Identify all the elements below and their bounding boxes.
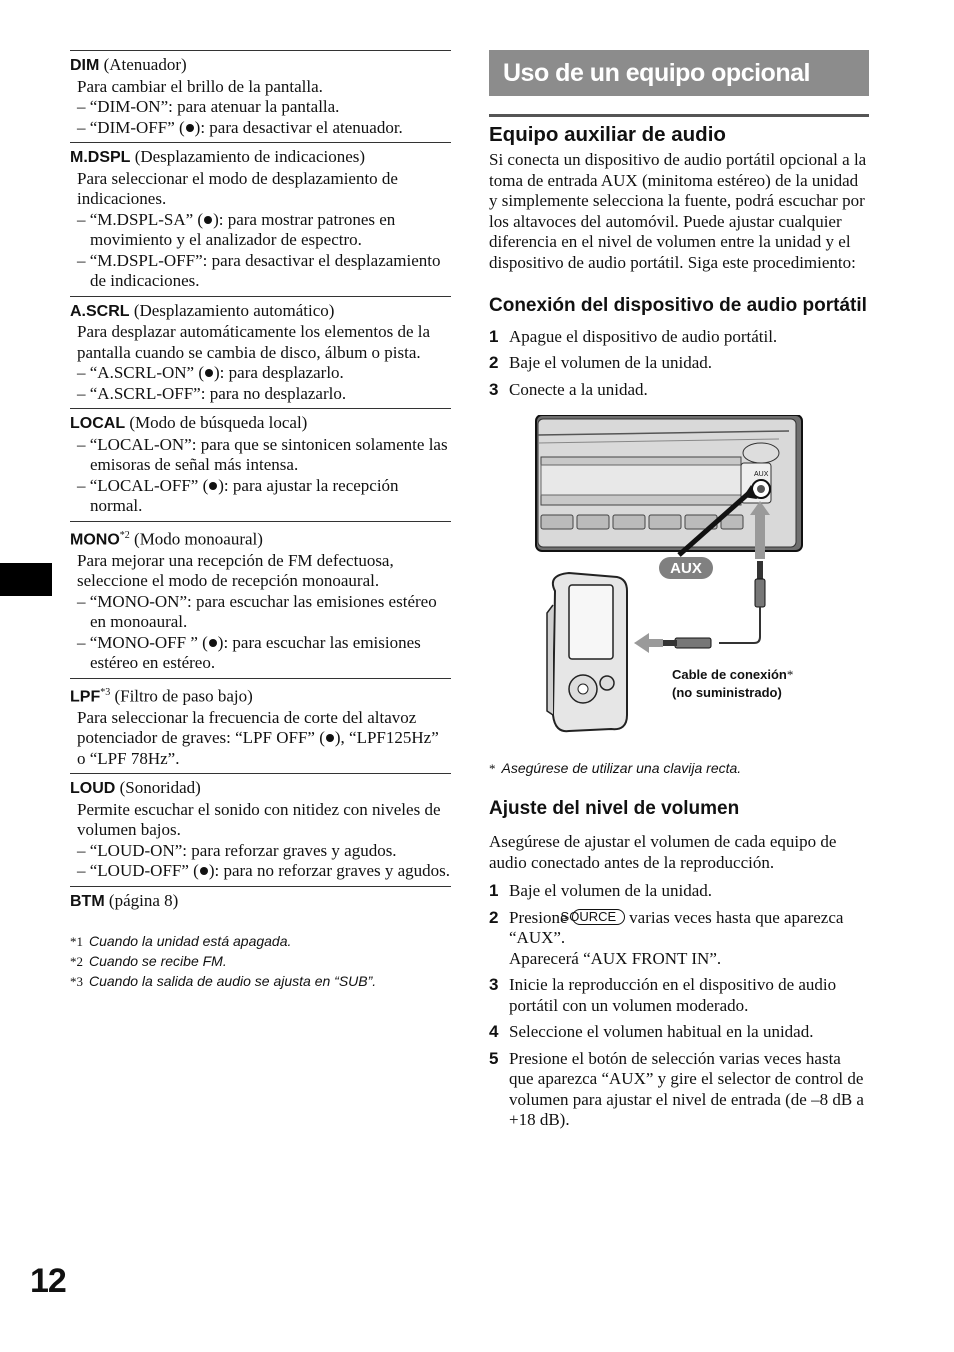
entry-subtitle: (Sonoridad) [119, 778, 201, 798]
cable-label-mark: * [786, 667, 794, 683]
entry-description: Para seleccionar el modo de desplazamiento de indicaciones. [77, 168, 398, 208]
entry-description: Para mejorar una recepción de FM defectuosa, seleccione el modo de recepción monoaural. [77, 550, 394, 591]
svg-text:Cable de conexión* [672, 667, 793, 682]
entry-term: M.DSPL [70, 149, 131, 166]
entry-subtitle: (Modo de búsqueda local) [129, 413, 308, 432]
page-number: 12 [30, 1262, 66, 1300]
footnote: *2 Cuando se recibe FM. [70, 953, 227, 970]
entry-description: Para seleccionar la frecuencia de corte del altavoz potenciador de graves: “LPF OFF” ( ), “LPF125Hz” o “LPF 78Hz”. [77, 707, 439, 768]
entry-term: BTM [70, 892, 105, 910]
entry-dim [70, 50, 451, 142]
aux-panel-label: AUX [754, 471, 769, 479]
entry-local [70, 408, 451, 521]
entry-ascrl [70, 296, 451, 409]
aux-section [489, 50, 869, 1131]
footnote: *3 Cuando la salida de audio se ajusta en “SUB”. [70, 973, 377, 990]
entry-mdspl [70, 142, 451, 296]
entry-option: – “A.SCRL-ON” ( ): para desplazarlo. [77, 363, 344, 382]
figure-note: * Asegúrese de utilizar una clavija recta. [489, 760, 742, 777]
entry-option: – “LOCAL-ON”: para que se sintonicen solamente las emisoras de señal más intensa. [77, 434, 448, 474]
entry-option: – “MONO-OFF ” ( ): para escuchar las emisiones estéreo en estéreo. [77, 632, 421, 673]
default-dot-icon [326, 734, 334, 742]
volume-intro: Asegúrese de ajustar el volumen de cada equipo de audio conectado antes de la reproducción. [489, 832, 837, 872]
entry-subtitle: (Desplazamiento de indicaciones) [134, 147, 366, 166]
default-dot-icon [209, 482, 217, 490]
entry-term: LOUD [70, 780, 116, 798]
aux-badge: AUX [670, 560, 702, 578]
banner-rule [489, 114, 869, 117]
entry-mono [70, 521, 451, 678]
step: 1 Baje el volumen de la unidad. [489, 881, 712, 901]
subsection-title: Conexión del dispositivo de audio portátil [489, 294, 867, 316]
cable-label-note: (no suministrado) [672, 685, 782, 701]
footnote-ref: *2 [119, 529, 130, 541]
step: 2 PresioneSOURCE varias veces hasta que aparezca “AUX”. Aparecerá “AUX FRONT IN”. [489, 907, 844, 968]
step: 3 Conecte a la unidad. [489, 379, 648, 399]
step: 5 Presione el botón de selección varias veces hasta que aparezca “AUX” y gire el selector de control de volumen para ajustar el nivel de entrada (de –8 dB a +18 dB). [489, 1048, 864, 1130]
entry-lpf [70, 678, 451, 774]
entry-term: LOCAL [70, 415, 126, 432]
cable-label: Cable de conexión [672, 667, 787, 683]
entry-term: LPF [70, 688, 101, 706]
step: 1 Apague el dispositivo de audio portátil. [489, 326, 778, 346]
entry-loud [70, 773, 451, 886]
source-button-icon: SOURCE [572, 909, 626, 925]
entry-subtitle: (Filtro de paso bajo) [114, 686, 253, 706]
default-dot-icon [209, 639, 217, 647]
default-dot-icon [186, 124, 194, 132]
default-dot-icon [200, 867, 208, 875]
settings-list [70, 50, 451, 992]
entry-term: MONO [70, 531, 120, 549]
portable-player-icon [547, 573, 627, 731]
intro-paragraph: Si conecta un dispositivo de audio portátil opcional a la toma de entrada AUX (minitoma estéreo) de la unidad y simplemente selecciona la fuente, podrá escuchar por los altavoces del automóvil. Puede ajustar cualquier diferencia en el nivel de volumen entre la unidad y el dispositivo de audio portátil. Siga este procedimiento: [489, 150, 867, 272]
footnote: *1 Cuando la unidad está apagada. [70, 933, 292, 950]
entry-option: – “DIM-ON”: para atenuar la pantalla. [77, 97, 340, 116]
entry-subtitle: (página 8) [108, 890, 179, 910]
default-dot-icon [205, 369, 213, 377]
step: 2 Baje el volumen de la unidad. [489, 353, 712, 373]
entry-description: Para cambiar el brillo de la pantalla. [77, 76, 323, 96]
entry-subtitle: (Desplazamiento automático) [133, 300, 335, 320]
entry-btm [70, 886, 451, 917]
subsection-title: Ajuste del nivel de volumen [489, 798, 740, 820]
entry-option: – “DIM-OFF” ( ): para desactivar el atenuador. [77, 117, 403, 137]
step: 4 Seleccione el volumen habitual en la unidad. [489, 1022, 814, 1042]
entry-subtitle: (Atenuador) [103, 55, 187, 74]
entry-term: DIM [70, 57, 100, 74]
entry-option: – “M.DSPL-OFF”: para desactivar el desplazamiento de indicaciones. [77, 250, 441, 290]
default-dot-icon [204, 216, 212, 224]
step: 3 Inicie la reproducción en el dispositivo de audio portátil con un volumen moderado. [489, 975, 837, 1015]
entry-subtitle: (Modo monoaural) [134, 529, 263, 549]
entry-option: – “LOCAL-OFF” ( ): para ajustar la recepción normal. [77, 475, 399, 515]
entry-option: – “LOUD-OFF” ( ): para no reforzar graves y agudos. [77, 861, 451, 881]
entry-option: – “LOUD-ON”: para reforzar graves y agudos. [77, 840, 397, 860]
entry-description: Para desplazar automáticamente los elementos de la pantalla cuando se cambia de disco, álbum o pista. [77, 322, 431, 362]
connection-diagram [489, 415, 869, 755]
entry-option: – “A.SCRL-OFF”: para no desplazarlo. [77, 383, 347, 403]
footnote-ref: *3 [100, 686, 111, 698]
footnotes [70, 932, 451, 992]
entry-option: – “M.DSPL-SA” ( ): para mostrar patrones en movimiento y el analizador de espectro. [77, 209, 396, 249]
section-title: Equipo auxiliar de audio [489, 123, 726, 146]
entry-description: Permite escuchar el sonido con nitidez con niveles de volumen bajos. [77, 799, 441, 840]
chapter-banner: Uso de un equipo opcional [489, 50, 869, 96]
entry-option: – “MONO-ON”: para escuchar las emisiones estéreo en monoaural. [77, 591, 437, 632]
section-tab-marker [0, 563, 52, 596]
entry-term: A.SCRL [70, 302, 130, 320]
aux-connection-illustration [489, 415, 869, 745]
